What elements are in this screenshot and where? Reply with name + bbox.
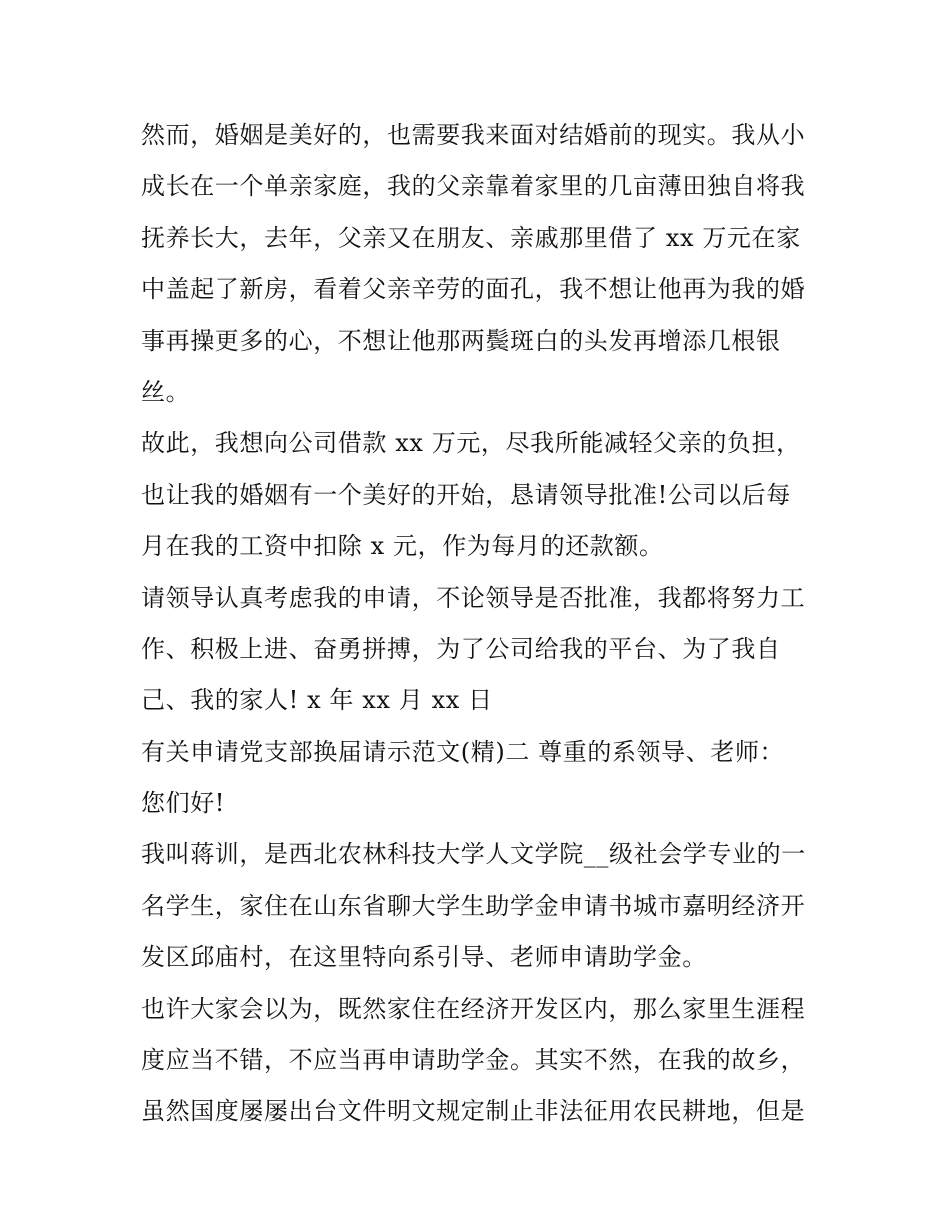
body-text: [141, 110, 821, 1138]
text-line: 丝。: [141, 377, 191, 406]
text-line: 有关申请党支部换届请示范文(精)二 尊重的系领导、老师：: [141, 737, 785, 766]
text-line: 我叫蒋训，是西北农林科技大学人文学院__级社会学专业的一: [141, 840, 806, 869]
text-line: 也让我的婚姻有一个美好的开始，恳请领导批准!公司以后每: [141, 480, 791, 509]
text-line: 请领导认真考虑我的申请，不论领导是否批准，我都将努力工: [141, 583, 806, 612]
text-line: 成长在一个单亲家庭，我的父亲靠着家里的几亩薄田独自将我: [141, 172, 806, 201]
text-line: 发区邱庙村，在这里特向系引导、老师申请助学金。: [141, 943, 707, 972]
text-line: 然而，婚姻是美好的，也需要我来面对结婚前的现实。我从小: [141, 121, 806, 149]
text-line: 中盖起了新房，看着父亲辛劳的面孔，我不想让他再为我的婚: [141, 275, 806, 304]
text-line: 事再操更多的心，不想让他那两鬓斑白的头发再增添几根银: [141, 326, 781, 355]
text-line: 您们好!: [141, 789, 226, 818]
text-line: 名学生，家住在山东省聊大学生助学金申请书城市嘉明经济开: [141, 891, 806, 920]
text-line: 虽然国度屡屡出台文件明文规定制止非法征用农民耕地，但是: [141, 1097, 806, 1126]
text-line: 己、我的家人! x 年 xx 月 xx 日: [141, 686, 493, 715]
text-line: 月在我的工资中扣除 x 元，作为每月的还款额。: [141, 532, 664, 561]
text-line: 故此，我想向公司借款 xx 万元，尽我所能减轻父亲的负担，: [141, 429, 801, 458]
text-line: 作、积极上进、奋勇拼搏，为了公司给我的平台、为了我自: [141, 634, 781, 663]
text-line: 抚养长大，去年，父亲又在朋友、亲戚那里借了 xx 万元在家: [141, 223, 801, 252]
text-line: 度应当不错，不应当再申请助学金。其实不然，在我的故乡，: [141, 1046, 806, 1075]
text-line: 也许大家会以为，既然家住在经济开发区内，那么家里生涯程: [141, 994, 806, 1023]
